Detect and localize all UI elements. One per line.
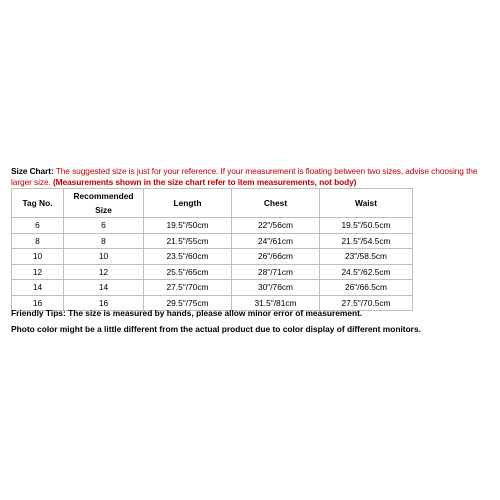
- cell-tag-no: 10: [12, 249, 64, 265]
- size-chart-table: [11, 188, 413, 311]
- cell-length: 21.5"/55cm: [144, 233, 232, 249]
- table-row: [12, 218, 413, 234]
- cell-recommended-size: 8: [64, 233, 144, 249]
- cell-recommended-size: 10: [64, 249, 144, 265]
- header-chest: Chest: [232, 189, 320, 218]
- header-tag-no: Tag No.: [12, 189, 64, 218]
- cell-length: 29.5"/75cm: [144, 295, 232, 311]
- friendly-tips: Friendly Tips: The size is measured by hands, please allow minor error of measurement.: [11, 308, 363, 318]
- cell-chest: 26"/66cm: [232, 249, 320, 265]
- cell-waist: 24.5"/62.5cm: [320, 264, 413, 280]
- size-chart-intro: [11, 166, 493, 188]
- table-row: [12, 280, 413, 296]
- cell-chest: 30"/76cm: [232, 280, 320, 296]
- header-recommended-size: Recommended Size: [64, 189, 144, 218]
- cell-length: 25.5"/65cm: [144, 264, 232, 280]
- cell-chest: 28"/71cm: [232, 264, 320, 280]
- cell-recommended-size: 12: [64, 264, 144, 280]
- size-chart-note: The suggested size is just for your reference. If your measurement is floating between two sizes, advise choosing the larger size.: [11, 166, 478, 187]
- size-chart-label: Size Chart:: [11, 166, 54, 176]
- photo-color-note: Photo color might be a little different from the actual product due to color display of different monitors.: [11, 324, 421, 334]
- measurements-note: (Measurements shown in the size chart refer to item measurements, not body): [50, 177, 357, 187]
- cell-length: 23.5"/60cm: [144, 249, 232, 265]
- cell-length: 19.5"/50cm: [144, 218, 232, 234]
- header-waist: Waist: [320, 189, 413, 218]
- header-length: Length: [144, 189, 232, 218]
- cell-tag-no: 14: [12, 280, 64, 296]
- table-row: [12, 233, 413, 249]
- cell-recommended-size: 6: [64, 218, 144, 234]
- table-row: [12, 264, 413, 280]
- cell-tag-no: 16: [12, 295, 64, 311]
- cell-recommended-size: 16: [64, 295, 144, 311]
- table-row: [12, 249, 413, 265]
- cell-tag-no: 8: [12, 233, 64, 249]
- cell-recommended-size: 14: [64, 280, 144, 296]
- cell-chest: 31.5"/81cm: [232, 295, 320, 311]
- cell-waist: 23"/58.5cm: [320, 249, 413, 265]
- cell-waist: 19.5"/50.5cm: [320, 218, 413, 234]
- cell-tag-no: 6: [12, 218, 64, 234]
- table-header-row: [12, 189, 413, 218]
- cell-waist: 21.5"/54.5cm: [320, 233, 413, 249]
- cell-tag-no: 12: [12, 264, 64, 280]
- cell-waist: 26"/66.5cm: [320, 280, 413, 296]
- cell-chest: 22"/56cm: [232, 218, 320, 234]
- cell-waist: 27.5"/70.5cm: [320, 295, 413, 311]
- cell-length: 27.5"/70cm: [144, 280, 232, 296]
- cell-chest: 24"/61cm: [232, 233, 320, 249]
